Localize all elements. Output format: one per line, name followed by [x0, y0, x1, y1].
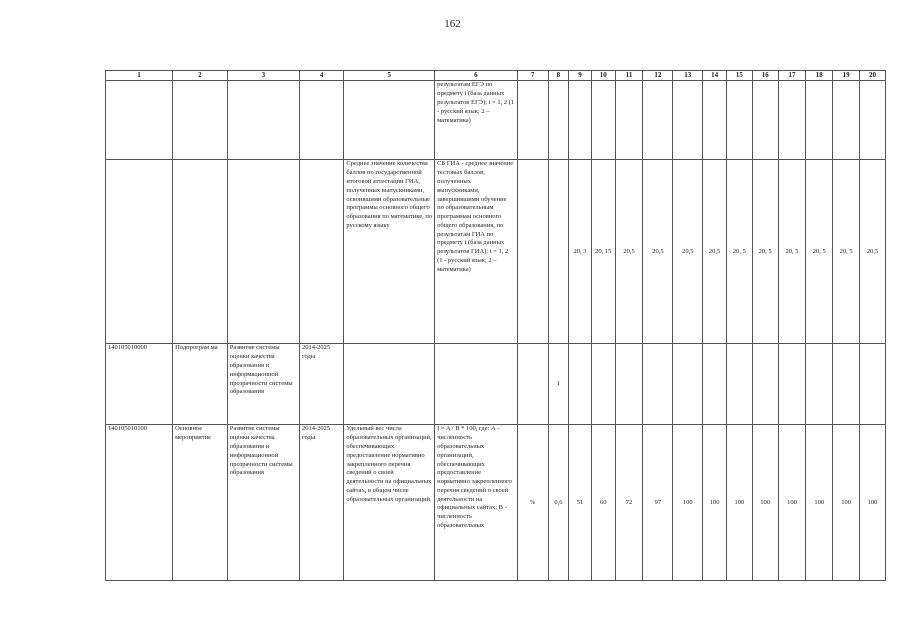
value-cell: 20,5	[673, 160, 703, 344]
column-header: 1	[106, 71, 173, 81]
value-cell: 100	[673, 425, 703, 581]
value-cell	[548, 81, 569, 160]
value-cell: 20, 5	[833, 160, 860, 344]
table-row	[106, 81, 886, 160]
code-cell: 140105010100	[106, 425, 173, 581]
column-header: 16	[752, 71, 778, 81]
period-cell	[299, 160, 343, 344]
value-cell	[860, 344, 886, 425]
value-cell: 97	[643, 425, 673, 581]
value-cell	[806, 344, 833, 425]
code-cell	[106, 160, 173, 344]
column-header: 12	[643, 71, 673, 81]
type-cell	[173, 81, 228, 160]
value-cell	[517, 81, 548, 160]
base-value-cell: 0,6	[548, 425, 569, 581]
value-cell	[703, 81, 727, 160]
value-cell	[591, 344, 615, 425]
base-value-cell: 1	[548, 344, 569, 425]
value-cell	[643, 81, 673, 160]
period-cell: 2014-2025 годы	[299, 425, 343, 581]
formula-cell: результатам ЕГЭ по предмету i (база данных результатов ЕГЭ); i = 1, 2 (1 - русский язык; 2 – математика)	[435, 81, 518, 160]
indicators-table	[105, 70, 886, 581]
value-cell	[569, 344, 592, 425]
type-cell: Подпрограм ма	[173, 344, 228, 425]
unit-cell	[517, 160, 548, 344]
formula-cell: I = A / B * 100, где: А - численность образовательных организаций, обеспечивающих предоставление нормативно закрепленного перечня сведений о своей деятельности на официальных сайтах; В - численность образовательных	[435, 425, 518, 581]
table-row	[106, 344, 886, 425]
value-cell	[615, 81, 643, 160]
table-row	[106, 425, 886, 581]
value-cell: 20, 15	[591, 160, 615, 344]
formula-cell	[435, 344, 518, 425]
base-value-cell	[548, 160, 569, 344]
value-cell: 20,5	[615, 160, 643, 344]
value-cell: 20, 3	[569, 160, 592, 344]
value-cell: 100	[833, 425, 860, 581]
indicator-cell	[344, 81, 435, 160]
type-cell: Основное мероприятие	[173, 425, 228, 581]
column-header: 5	[344, 71, 435, 81]
value-cell	[726, 81, 752, 160]
value-cell	[615, 344, 643, 425]
column-header: 13	[673, 71, 703, 81]
value-cell	[778, 344, 806, 425]
value-cell: 20,5	[703, 160, 727, 344]
page-number: 162	[444, 18, 461, 30]
title-cell	[227, 160, 299, 344]
value-cell	[778, 81, 806, 160]
column-header: 14	[703, 71, 727, 81]
value-cell	[673, 81, 703, 160]
value-cell: 51	[569, 425, 592, 581]
value-cell: 20, 5	[778, 160, 806, 344]
value-cell	[726, 344, 752, 425]
value-cell	[673, 344, 703, 425]
column-header: 7	[517, 71, 548, 81]
column-header: 9	[569, 71, 592, 81]
value-cell	[806, 81, 833, 160]
unit-cell: %	[517, 425, 548, 581]
column-header: 17	[778, 71, 806, 81]
column-header: 4	[299, 71, 343, 81]
value-cell: 100	[778, 425, 806, 581]
column-header: 18	[806, 71, 833, 81]
value-cell	[569, 81, 592, 160]
table-row	[106, 160, 886, 344]
title-cell: Развитие системы оценки качества образования и информационной прозрачности системы образования	[227, 344, 299, 425]
value-cell	[860, 81, 886, 160]
column-header: 20	[860, 71, 886, 81]
period-cell	[299, 81, 343, 160]
column-header: 19	[833, 71, 860, 81]
value-cell: 100	[703, 425, 727, 581]
column-header: 6	[435, 71, 518, 81]
value-cell: 100	[726, 425, 752, 581]
column-header: 11	[615, 71, 643, 81]
indicator-cell: Удельный вес числа образовательных организаций, обеспечивающих предоставление нормативно закрепленного перечня сведений о своей деятельности на официальных сайтах, в общем числе образовательных организаций	[344, 425, 435, 581]
column-header: 2	[173, 71, 228, 81]
value-cell	[643, 344, 673, 425]
title-cell	[227, 81, 299, 160]
column-header: 3	[227, 71, 299, 81]
value-cell: 100	[752, 425, 778, 581]
indicator-cell	[344, 344, 435, 425]
value-cell	[703, 344, 727, 425]
value-cell: 20, 5	[752, 160, 778, 344]
column-header: 15	[726, 71, 752, 81]
value-cell	[752, 81, 778, 160]
column-header: 8	[548, 71, 569, 81]
value-cell: 20,5	[643, 160, 673, 344]
value-cell: 60	[591, 425, 615, 581]
value-cell	[752, 344, 778, 425]
title-cell: Развитие системы оценки качества образования и информационной прозрачности системы образования	[227, 425, 299, 581]
value-cell: 100	[806, 425, 833, 581]
code-cell	[106, 81, 173, 160]
period-cell: 2014-2025 годы	[299, 344, 343, 425]
indicator-cell: Среднее значение количества баллов по государственной итоговой аттестации ГИА, полученных выпускниками, освоившими образовательные программы основного общего образования по математике, по русскому языку	[344, 160, 435, 344]
value-cell: 20,5	[860, 160, 886, 344]
value-cell: 100	[860, 425, 886, 581]
value-cell: 72	[615, 425, 643, 581]
value-cell	[591, 81, 615, 160]
unit-cell	[517, 344, 548, 425]
type-cell	[173, 160, 228, 344]
column-header: 10	[591, 71, 615, 81]
value-cell: 20, 5	[726, 160, 752, 344]
value-cell	[833, 81, 860, 160]
value-cell	[833, 344, 860, 425]
header-row	[106, 71, 886, 81]
code-cell: 140105010000	[106, 344, 173, 425]
formula-cell: СБ ГИА - среднее значение тестовых баллов, полученных выпускниками, завершившими обучение по образовательным программам основного общего образования, по результатам ГИА по предмету i (база данных результатов ГИА); i = 1, 2 (1 - русский язык; 2 – математика)	[435, 160, 518, 344]
value-cell: 20, 5	[806, 160, 833, 344]
